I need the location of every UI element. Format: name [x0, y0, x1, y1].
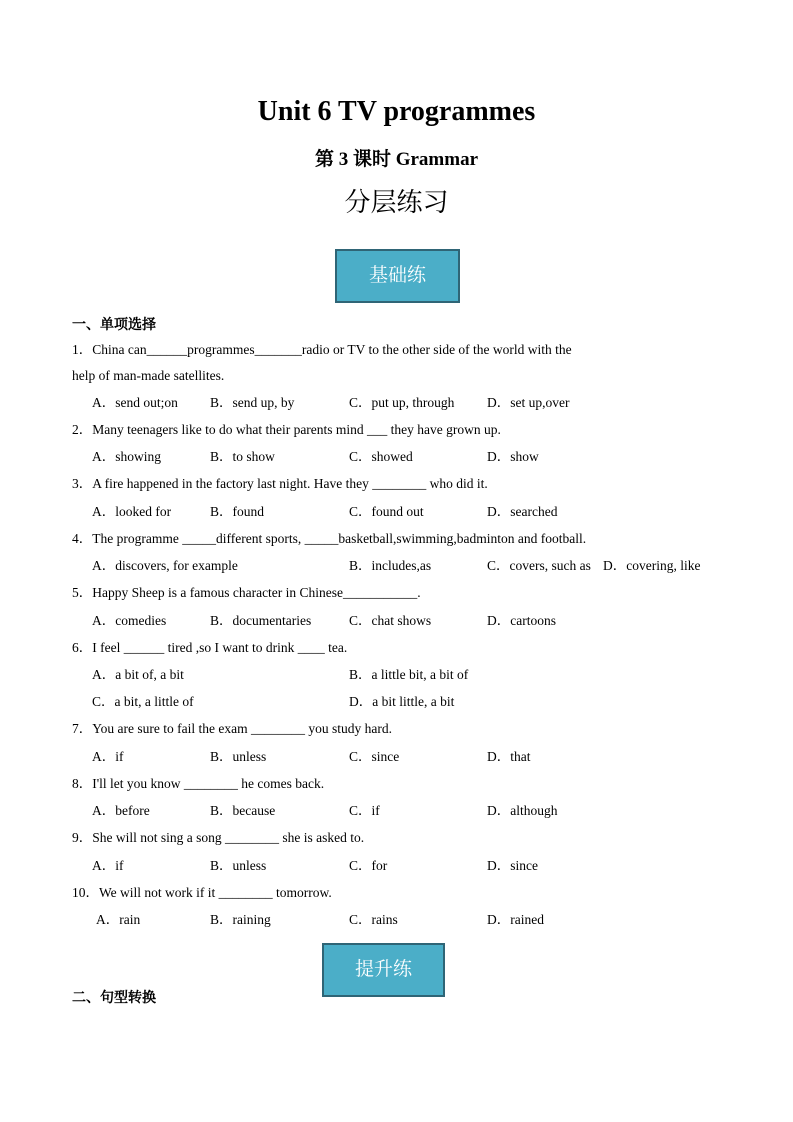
- option-d: D．although: [487, 803, 558, 818]
- option-c: C．rains: [349, 912, 398, 927]
- option-d: D．show: [487, 449, 539, 464]
- question-stem-continued: help of man-made satellites.: [72, 368, 225, 383]
- option-c: C．found out: [349, 504, 424, 519]
- option-c: C．showed: [349, 449, 413, 464]
- question-stem: 8．I'll let you know ________ he comes back.: [72, 776, 325, 791]
- option-b: B．raining: [210, 912, 271, 927]
- option-a: A．comedies: [92, 613, 167, 628]
- option-a: A．before: [92, 803, 150, 818]
- option-c: C．if: [349, 803, 380, 818]
- option-d: D．rained: [487, 912, 544, 927]
- question-stem: 5．Happy Sheep is a famous character in Chinese___________.: [72, 585, 421, 600]
- option-a: A．send out;on: [92, 395, 178, 410]
- option-a: A．looked for: [92, 504, 172, 519]
- question-stem: 6．I feel ______ tired ,so I want to drink ____ tea.: [72, 640, 348, 655]
- question-stem: 7．You are sure to fail the exam ________ you study hard.: [72, 721, 392, 736]
- practice-subtitle: 分层练习: [344, 188, 449, 218]
- option-b: B．unless: [210, 858, 267, 873]
- option-d: D．covering, like: [603, 558, 701, 573]
- option-a: A．a bit of, a bit: [92, 667, 184, 682]
- option-b: B．found: [210, 504, 264, 519]
- option-d: D．searched: [487, 504, 558, 519]
- option-b: B．documentaries: [210, 613, 312, 628]
- option-d: D．a bit little, a bit: [349, 694, 455, 709]
- option-b: B．unless: [210, 749, 267, 764]
- option-d: D．that: [487, 749, 531, 764]
- option-d: D．set up,over: [487, 395, 570, 410]
- section-heading-multiple-choice: 一、单项选择: [72, 317, 156, 333]
- option-b: B．to show: [210, 449, 275, 464]
- option-b: B．because: [210, 803, 276, 818]
- option-a: A．discovers, for example: [92, 558, 238, 573]
- option-a: A．if: [92, 858, 124, 873]
- option-c: C．covers, such as: [487, 558, 591, 573]
- question-stem: 10．We will not work if it ________ tomorrow.: [72, 885, 332, 900]
- option-c: C．chat shows: [349, 613, 432, 628]
- basic-practice-banner: 基础练: [335, 249, 460, 303]
- lesson-subtitle: 第 3 课时 Grammar: [314, 149, 479, 170]
- option-c: C．a bit, a little of: [92, 694, 194, 709]
- option-a: A．showing: [92, 449, 162, 464]
- question-stem: 9．She will not sing a song ________ she is asked to.: [72, 830, 365, 845]
- option-d: D．cartoons: [487, 613, 556, 628]
- option-a: A．rain: [96, 912, 141, 927]
- option-b: B．send up, by: [210, 395, 295, 410]
- option-b: B．a little bit, a bit of: [349, 667, 469, 682]
- page-title: Unit 6 TV programmes: [257, 96, 536, 127]
- question-stem: 4．The programme _____different sports, _____basketball,swimming,badminton and football.: [72, 531, 587, 546]
- option-c: C．since: [349, 749, 400, 764]
- question-stem: 1．China can______programmes_______radio or TV to the other side of the world with the: [72, 342, 572, 357]
- option-b: B．includes,as: [349, 558, 432, 573]
- advanced-practice-banner: 提升练: [322, 943, 445, 997]
- option-c: C．put up, through: [349, 395, 455, 410]
- option-c: C．for: [349, 858, 388, 873]
- option-a: A．if: [92, 749, 124, 764]
- option-d: D．since: [487, 858, 538, 873]
- question-stem: 3．A fire happened in the factory last night. Have they ________ who did it.: [72, 476, 488, 491]
- section-heading-sentence-transformation: 二、句型转换: [72, 990, 156, 1006]
- question-stem: 2．Many teenagers like to do what their parents mind ___ they have grown up.: [72, 422, 501, 437]
